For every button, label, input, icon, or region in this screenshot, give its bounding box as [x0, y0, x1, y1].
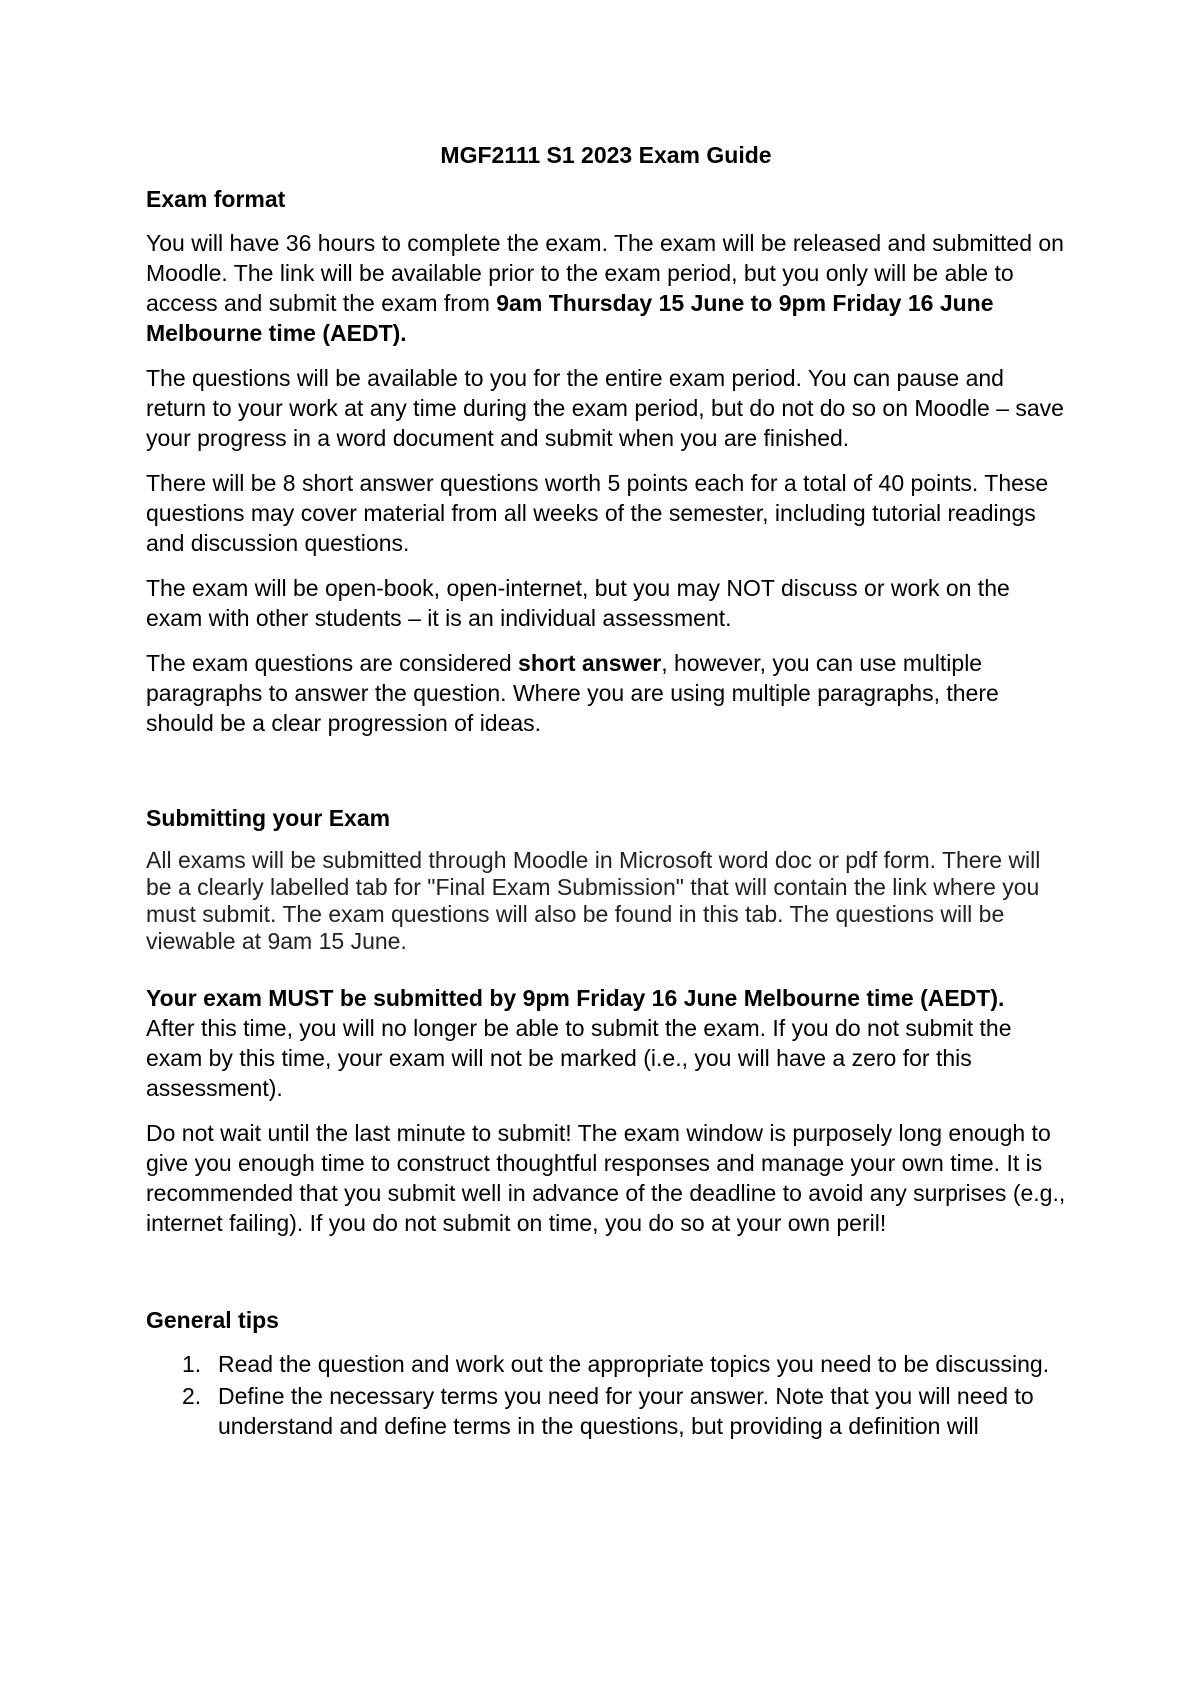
list-item	[146, 1349, 1066, 1379]
exam-format-paragraph-3: There will be 8 short answer questions worth 5 points each for a total of 40 points. These questions may cover material from all weeks of the semester, including tutorial readings and discussion questions.	[146, 470, 1049, 556]
short-answer-emphasis: short answer	[518, 650, 662, 676]
exam-format-paragraph-5	[146, 648, 1066, 738]
spacer	[146, 1253, 1066, 1305]
list-item-text: Define the necessary terms you need for your answer. Note that you will need to understand and define terms in the questions, but providing a definition will	[218, 1383, 1034, 1439]
submitting-heading: Submitting your Exam	[146, 805, 391, 831]
submission-deadline: Your exam MUST be submitted by 9pm Friday 16 June Melbourne time (AEDT).	[146, 985, 1005, 1011]
document-title: MGF2111 S1 2023 Exam Guide	[440, 142, 772, 168]
submitting-paragraph-2-text: After this time, you will no longer be able to submit the exam. If you do not submit the exam by this time, your exam will not be marked (i.e., you will have a zero for this assessment).	[146, 1015, 1012, 1101]
submitting-paragraph-1: All exams will be submitted through Moodle in Microsoft word doc or pdf form. There will be a clearly labelled tab for "Final Exam Submission" that will contain the link where you must submit. The exam questions will also be found in this tab. The questions will be viewable at 9am 15 June.	[146, 847, 1041, 954]
exam-format-paragraph-5-rest: , however, you can use multiple paragraphs to answer the question. Where you are using multiple paragraphs, there should be a clear progression of ideas.	[146, 650, 999, 736]
list-item	[146, 1381, 1066, 1441]
exam-format-paragraph-1-text: You will have 36 hours to complete the exam. The exam will be released and submitted on Moodle. The link will be available prior to the exam period, but you only will be able to access and submit the exam from	[146, 230, 1064, 316]
list-item-text: Read the question and work out the appropriate topics you need to be discussing.	[218, 1351, 1050, 1377]
exam-format-paragraph-4: The exam will be open-book, open-internet, but you may NOT discuss or work on the exam with other students – it is an individual assessment.	[146, 575, 1010, 631]
submitting-paragraph-3: Do not wait until the last minute to submit! The exam window is purposely long enough to give you enough time to construct thoughtful responses and manage your own time. It is recommended that you submit well in advance of the deadline to avoid any surprises (e.g., internet failing). If you do not submit on time, you do so at your own peril!	[146, 1120, 1066, 1236]
list-item-number: 2.	[182, 1383, 202, 1409]
exam-format-paragraph-2: The questions will be available to you for the entire exam period. You can pause and return to your work at any time during the exam period, but do not do so on Moodle – save your progress in a word document and submit when you are finished.	[146, 365, 1064, 451]
spacer	[146, 753, 1066, 803]
exam-format-heading: Exam format	[146, 186, 286, 212]
general-tips-list	[146, 1349, 1066, 1441]
exam-format-paragraph-5-lead: The exam questions are considered	[146, 650, 519, 676]
exam-window-dates: 9am Thursday 15 June to 9pm Friday 16 June Melbourne time (AEDT).	[146, 290, 994, 346]
list-item-number: 1.	[182, 1351, 202, 1377]
submitting-paragraph-2	[146, 983, 1066, 1103]
general-tips-heading: General tips	[146, 1307, 279, 1333]
document-page	[146, 140, 1066, 1443]
exam-format-paragraph-1	[146, 228, 1066, 348]
